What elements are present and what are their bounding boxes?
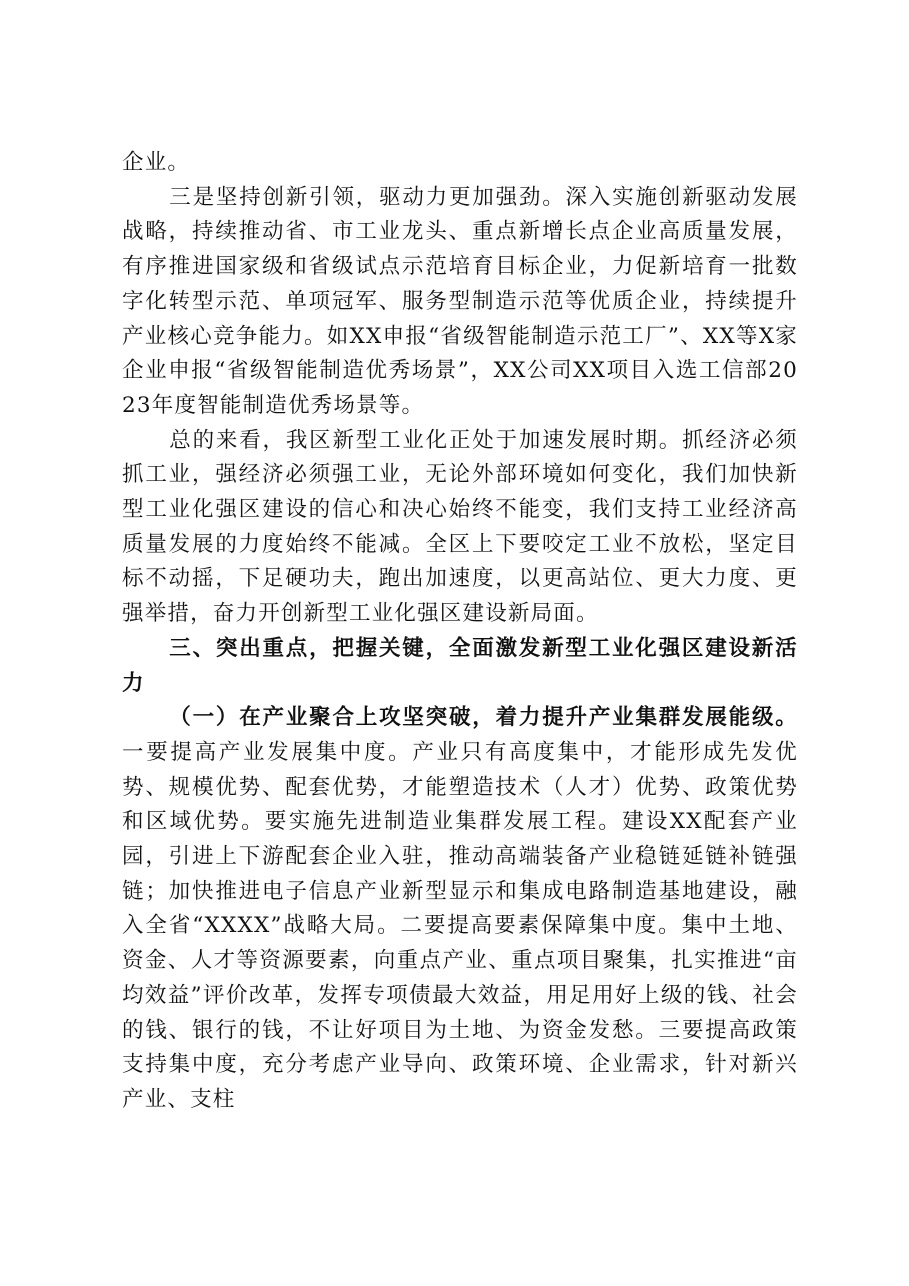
paragraph-innovation: 三是坚持创新引领，驱动力更加强劲。深入实施创新驱动发展战略，持续推动省、市工业龙头、重点新增长点企业高质量发展，有序推进国家级和省级试点示范培育目标企业，力促新培育一批数字化转型示范、单项冠军、服务型制造示范等优质企业，持续提升产业核心竞争能力。如XX申报“省级智能制造示范工厂”、XX等X家企业申报“省级智能制造优秀场景”，XX公司XX项目入选工信部2023年度智能制造优秀场景等。 — [122, 184, 798, 418]
document-body — [122, 146, 798, 1118]
subsection-lead: （一）在产业聚合上攻坚突破，着力提升产业集群发展能级。 — [169, 705, 798, 731]
subsection-body: 一要提高产业发展集中度。产业只有高度集中，才能形成先发优势、规模优势、配套优势，才能塑造技术（人才）优势、政策优势和区域优势。要实施先进制造业集群发展工程。建设XX配套产业园，引进上下游配套企业入驻，推动高端装备产业稳链延链补链强链；加快推进电子信息产业新型显示和集成电路制造基地建设，融入全省“XXXX”战略大局。二要提高要素保障集中度。集中土地、资金、人才等资源要素，向重点产业、重点项目聚集，扎实推进“亩均效益”评价改革，发挥专项债最大效益，用足用好上级的钱、社会的钱、银行的钱，不让好项目为土地、为资金发愁。三要提高政策支持集中度，充分考虑产业导向、政策环境、企业需求，针对新兴产业、支柱 — [122, 739, 798, 1112]
section-heading-three: 三、突出重点，把握关键，全面激发新型工业化强区建设新活力 — [122, 635, 798, 696]
paragraph-summary: 总的来看，我区新型工业化正处于加速发展时期。抓经济必须抓工业，强经济必须强工业，无论外部环境如何变化，我们加快新型工业化强区建设的信心和决心始终不能变，我们支持工业经济高质量发展的力度始终不能减。全区上下要咬定工业不放松，坚定目标不动摇，下足硬功夫，跑出加速度，以更高站位、更大力度、更强举措，奋力开创新型工业化强区建设新局面。 — [122, 427, 798, 627]
paragraph-industry-cluster — [122, 701, 798, 1117]
paragraph-continuation: 企业。 — [122, 150, 191, 175]
